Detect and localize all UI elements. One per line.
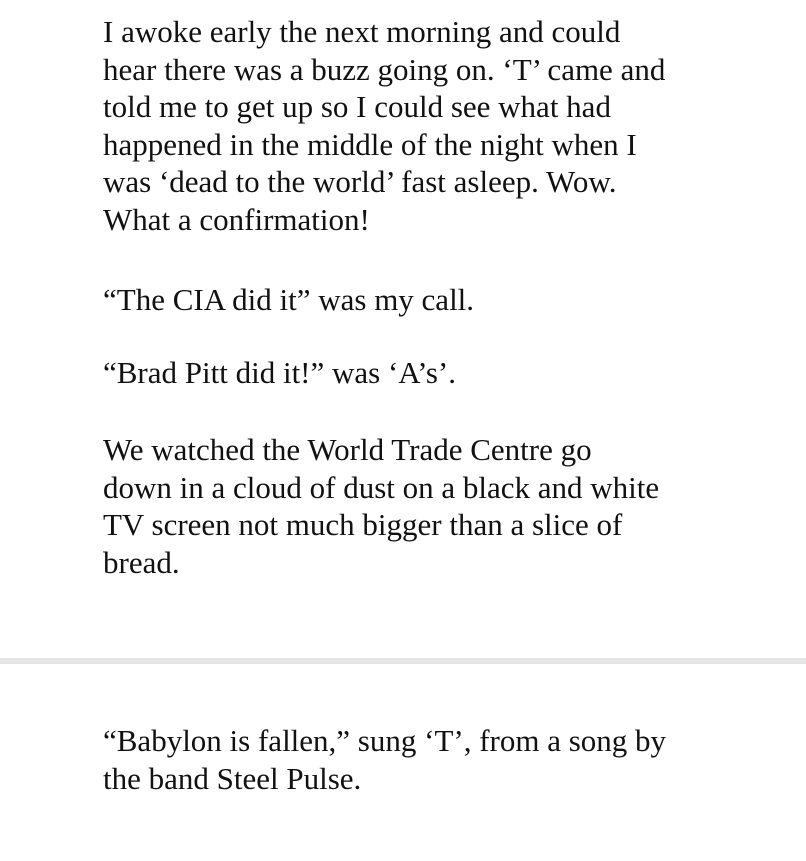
paragraph-brad-pitt: “Brad Pitt did it!” was ‘A’s’. [103, 355, 457, 390]
paragraph-babylon-fallen: “Babylon is fallen,” sung ‘T’, from a song by the band Steel Pulse. [103, 723, 667, 796]
paragraph-awoke-early: I awoke early the next morning and could hear there was a buzz going on. ‘T’ came and told me to get up so I could see what had happened in the middle of the night when I was ‘dead to the world’ fast asleep. Wow. What a confirmation! [103, 14, 666, 237]
paragraph-world-trade-centre: We watched the World Trade Centre go down in a cloud of dust on a black and white TV screen not much bigger than a slice of bread. [103, 432, 660, 580]
paragraph-cia-call: “The CIA did it” was my call. [103, 282, 475, 317]
